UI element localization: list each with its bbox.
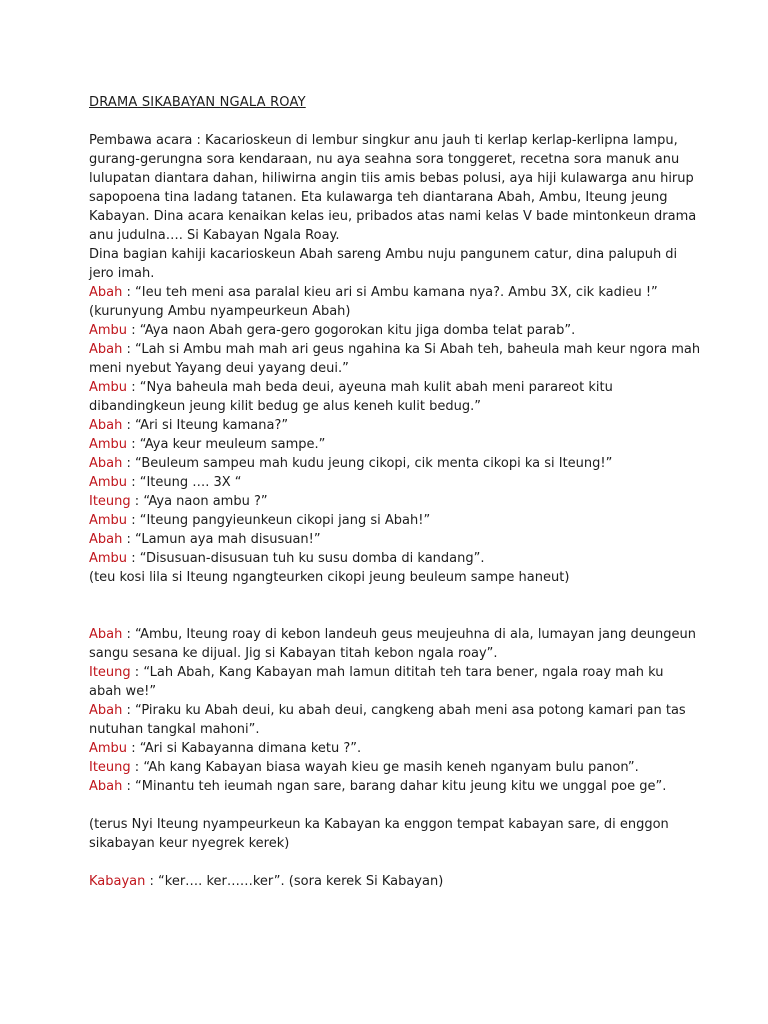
dialogue-line — [89, 815, 728, 834]
dialogue-text: : “ker…. ker……ker”. (sora kerek Si Kabayan) — [145, 874, 444, 889]
scene-1-dialogue — [89, 283, 728, 587]
intro-line: Pembawa acara : Kacarioskeun di lembur singkur anu jauh ti kerlap kerlap-kerlipna lampu, — [89, 133, 678, 148]
dialogue-text: : “Disusuan-disusuan tuh ku susu domba di kandang”. — [127, 551, 485, 566]
spacer — [89, 587, 728, 625]
spacer — [89, 796, 728, 815]
dialogue-text: : “Piraku ku Abah deui, ku abah deui, cangkeng abah meni asa potong kamari pan tas — [122, 703, 686, 718]
speaker-name: Ambu — [89, 513, 128, 528]
speaker-name: Abah — [89, 285, 123, 300]
dialogue-line — [89, 758, 728, 777]
dialogue-text: : “Beuleum sampeu mah kudu jeung cikopi, cik menta cikopi ka si Iteung!” — [122, 456, 613, 471]
dialogue-line — [89, 663, 728, 682]
dialogue-line — [89, 511, 728, 530]
intro-line: Dina bagian kahiji kacarioskeun Abah sareng Ambu nuju pangunem catur, dina palupuh di — [89, 247, 678, 262]
dialogue-text: : “Minantu teh ieumah ngan sare, barang dahar kitu jeung kitu we unggal poe ge”. — [122, 779, 667, 794]
intro-line: anu judulna…. Si Kabayan Ngala Roay. — [89, 228, 340, 243]
dialogue-line — [89, 435, 728, 454]
dialogue-line — [89, 720, 728, 739]
dialogue-line — [89, 739, 728, 758]
speaker-name: Abah — [89, 703, 123, 718]
dialogue-line — [89, 834, 728, 853]
dialogue-line — [89, 701, 728, 720]
dialogue-line — [89, 682, 728, 701]
dialogue-text: nutuhan tangkal mahoni”. — [89, 722, 260, 737]
dialogue-line — [89, 530, 728, 549]
speaker-name: Ambu — [89, 551, 128, 566]
speaker-name: Iteung — [89, 760, 131, 775]
dialogue-text: : “Ari si Kabayanna dimana ketu ?”. — [127, 741, 362, 756]
dialogue-text: (terus Nyi Iteung nyampeurkeun ka Kabayan ka enggon tempat kabayan sare, di enggon — [89, 817, 669, 832]
intro-line: Kabayan. Dina acara kenaikan kelas ieu, pribados atas nami kelas V bade mintonkeun drama — [89, 209, 697, 224]
dialogue-text: (kurunyung Ambu nyampeurkeun Abah) — [89, 304, 351, 319]
intro-line: gurang-gerungna sora kendaraan, nu aya seahna sora tonggeret, recetna sora manuk anu — [89, 152, 680, 167]
dialogue-line — [89, 302, 728, 321]
dialogue-text: : “Aya naon Abah gera-gero gogorokan kitu jiga domba telat parab”. — [127, 323, 576, 338]
speaker-name: Kabayan — [89, 874, 146, 889]
dialogue-text: : “Iteung …. 3X “ — [127, 475, 242, 490]
spacer — [89, 853, 728, 872]
dialogue-line — [89, 397, 728, 416]
speaker-name: Ambu — [89, 741, 128, 756]
intro-line: jero imah. — [89, 266, 155, 281]
dialogue-line — [89, 644, 728, 663]
speaker-name: Ambu — [89, 323, 128, 338]
speaker-name: Ambu — [89, 475, 128, 490]
dialogue-text: : “Ambu, Iteung roay di kebon landeuh geus meujeuhna di ala, lumayan jang deungeun — [122, 627, 696, 642]
dialogue-text: dibandingkeun jeung kilit bedug ge alus keneh kulit bedug.” — [89, 399, 481, 414]
dialogue-line — [89, 283, 728, 302]
dialogue-line — [89, 872, 728, 891]
dialogue-line — [89, 568, 728, 587]
dialogue-text: abah we!” — [89, 684, 157, 699]
speaker-name: Abah — [89, 532, 123, 547]
dialogue-line — [89, 492, 728, 511]
scene-4-dialogue — [89, 872, 728, 891]
speaker-name: Abah — [89, 627, 123, 642]
dialogue-text: : “Ari si Iteung kamana?” — [122, 418, 289, 433]
intro-line: sapopoena tina ladang tatanen. Eta kulawarga teh diantarana Abah, Ambu, Iteung jeung — [89, 190, 668, 205]
dialogue-line — [89, 454, 728, 473]
dialogue-text: : “Aya keur meuleum sampe.” — [127, 437, 326, 452]
speaker-name: Ambu — [89, 437, 128, 452]
dialogue-line — [89, 625, 728, 644]
dialogue-line — [89, 549, 728, 568]
dialogue-line — [89, 416, 728, 435]
dialogue-text: : “Iteung pangyieunkeun cikopi jang si Abah!” — [127, 513, 431, 528]
dialogue-text: : “Lamun aya mah disusuan!” — [122, 532, 321, 547]
dialogue-text: sangu sesana ke dijual. Jig si Kabayan titah kebon ngala roay”. — [89, 646, 498, 661]
dialogue-line — [89, 359, 728, 378]
scene-2-dialogue — [89, 625, 728, 796]
speaker-name: Abah — [89, 779, 123, 794]
intro-paragraph — [89, 131, 728, 283]
dialogue-text: : “Lah si Ambu mah mah ari geus ngahina ka Si Abah teh, baheula mah keur ngora mah — [122, 342, 701, 357]
speaker-name: Iteung — [89, 494, 131, 509]
dialogue-line — [89, 777, 728, 796]
document-title: DRAMA SIKABAYAN NGALA ROAY — [89, 95, 306, 110]
dialogue-text: : “Ieu teh meni asa paralal kieu ari si Ambu kamana nya?. Ambu 3X, cik kadieu !” — [122, 285, 658, 300]
speaker-name: Ambu — [89, 380, 128, 395]
dialogue-line — [89, 378, 728, 397]
scene-3-stage-direction — [89, 815, 728, 853]
dialogue-text: : “Nya baheula mah beda deui, ayeuna mah kulit abah meni parareot kitu — [127, 380, 613, 395]
dialogue-text: sikabayan keur nyegrek kerek) — [89, 836, 290, 851]
dialogue-line — [89, 321, 728, 340]
speaker-name: Iteung — [89, 665, 131, 680]
speaker-name: Abah — [89, 418, 123, 433]
dialogue-text: : “Aya naon ambu ?” — [130, 494, 268, 509]
dialogue-text: (teu kosi lila si Iteung ngangteurken cikopi jeung beuleum sampe haneut) — [89, 570, 570, 585]
speaker-name: Abah — [89, 342, 123, 357]
dialogue-line — [89, 340, 728, 359]
dialogue-text: : “Lah Abah, Kang Kabayan mah lamun dititah teh tara bener, ngala roay mah ku — [130, 665, 664, 680]
dialogue-text: : “Ah kang Kabayan biasa wayah kieu ge masih keneh nganyam bulu panon”. — [130, 760, 639, 775]
intro-line: lulupatan diantara dahan, hiliwirna angin tiis amis bebas polusi, aya hiji kulawarga anu hirup — [89, 171, 694, 186]
speaker-name: Abah — [89, 456, 123, 471]
dialogue-line — [89, 473, 728, 492]
dialogue-text: meni nyebut Yayang deui yayang deui.” — [89, 361, 349, 376]
